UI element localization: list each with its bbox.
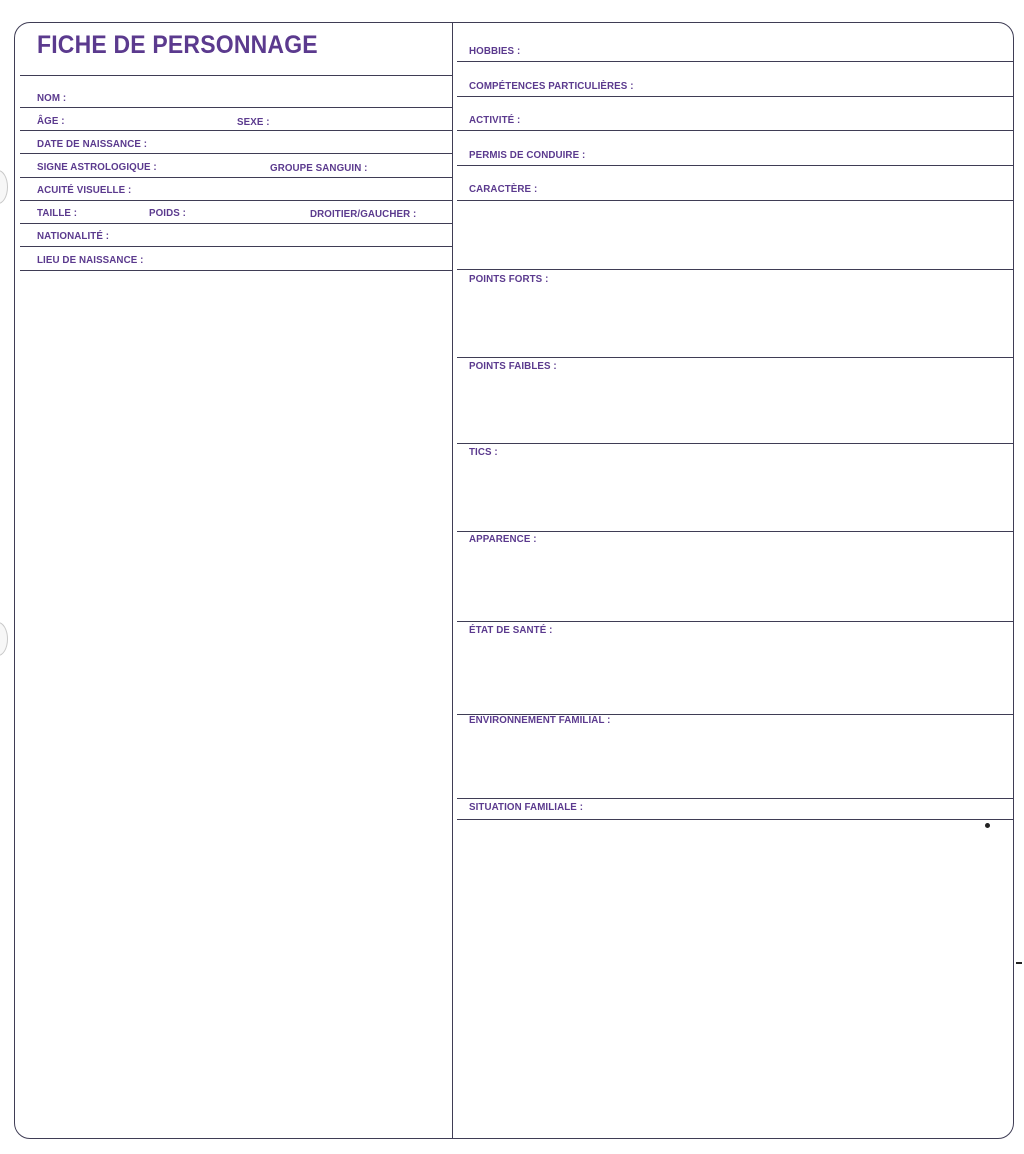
field-points-forts[interactable]: POINTS FORTS : — [469, 273, 549, 285]
field-tics[interactable]: TICS : — [469, 446, 498, 458]
field-groupe-sanguin[interactable]: GROUPE SANGUIN : — [270, 162, 368, 174]
rule — [20, 153, 452, 154]
field-permis[interactable]: PERMIS DE CONDUIRE : — [469, 149, 586, 161]
rule — [457, 165, 1013, 166]
rule — [20, 200, 452, 201]
rule — [20, 107, 452, 108]
field-signe-astrologique[interactable]: SIGNE ASTROLOGIQUE : — [37, 161, 157, 173]
field-hobbies[interactable]: HOBBIES : — [469, 45, 521, 57]
rule — [457, 819, 1013, 820]
scan-speck — [985, 823, 990, 828]
binder-hole-bottom — [0, 622, 8, 656]
rule — [20, 223, 452, 224]
rule — [457, 269, 1013, 270]
field-taille[interactable]: TAILLE : — [37, 207, 78, 219]
rule — [457, 130, 1013, 131]
rule — [457, 531, 1013, 532]
field-acuite-visuelle[interactable]: ACUITÉ VISUELLE : — [37, 184, 132, 196]
field-poids[interactable]: POIDS : — [149, 207, 187, 219]
field-droitier-gaucher[interactable]: DROITIER/GAUCHER : — [310, 208, 417, 220]
rule — [20, 75, 452, 76]
rule — [457, 357, 1013, 358]
rule — [20, 130, 452, 131]
rule — [20, 270, 452, 271]
rule — [457, 96, 1013, 97]
field-date-naissance[interactable]: DATE DE NAISSANCE : — [37, 138, 148, 150]
field-situation-familiale[interactable]: SITUATION FAMILIALE : — [469, 801, 584, 813]
field-nationalite[interactable]: NATIONALITÉ : — [37, 230, 110, 242]
field-apparence[interactable]: APPARENCE : — [469, 533, 537, 545]
rule — [457, 61, 1013, 62]
field-environnement-familial[interactable]: ENVIRONNEMENT FAMILIAL : — [469, 714, 611, 726]
field-etat-sante[interactable]: ÉTAT DE SANTÉ : — [469, 624, 553, 636]
rule — [457, 443, 1013, 444]
page-title: FICHE DE PERSONNAGE — [37, 31, 318, 59]
rule — [457, 798, 1013, 799]
field-sexe[interactable]: SEXE : — [237, 116, 270, 128]
rule — [457, 200, 1013, 201]
field-activite[interactable]: ACTIVITÉ : — [469, 114, 521, 126]
field-lieu-naissance[interactable]: LIEU DE NAISSANCE : — [37, 254, 144, 266]
rule — [20, 246, 452, 247]
rule — [20, 177, 452, 178]
rule — [457, 621, 1013, 622]
column-divider — [452, 23, 453, 1138]
field-nom[interactable]: NOM : — [37, 92, 67, 104]
field-caractere[interactable]: CARACTÈRE : — [469, 183, 538, 195]
scan-mark — [1016, 962, 1022, 964]
field-age[interactable]: ÂGE : — [37, 115, 65, 127]
field-competences[interactable]: COMPÉTENCES PARTICULIÈRES : — [469, 80, 634, 92]
binder-hole-top — [0, 170, 8, 204]
field-points-faibles[interactable]: POINTS FAIBLES : — [469, 360, 557, 372]
